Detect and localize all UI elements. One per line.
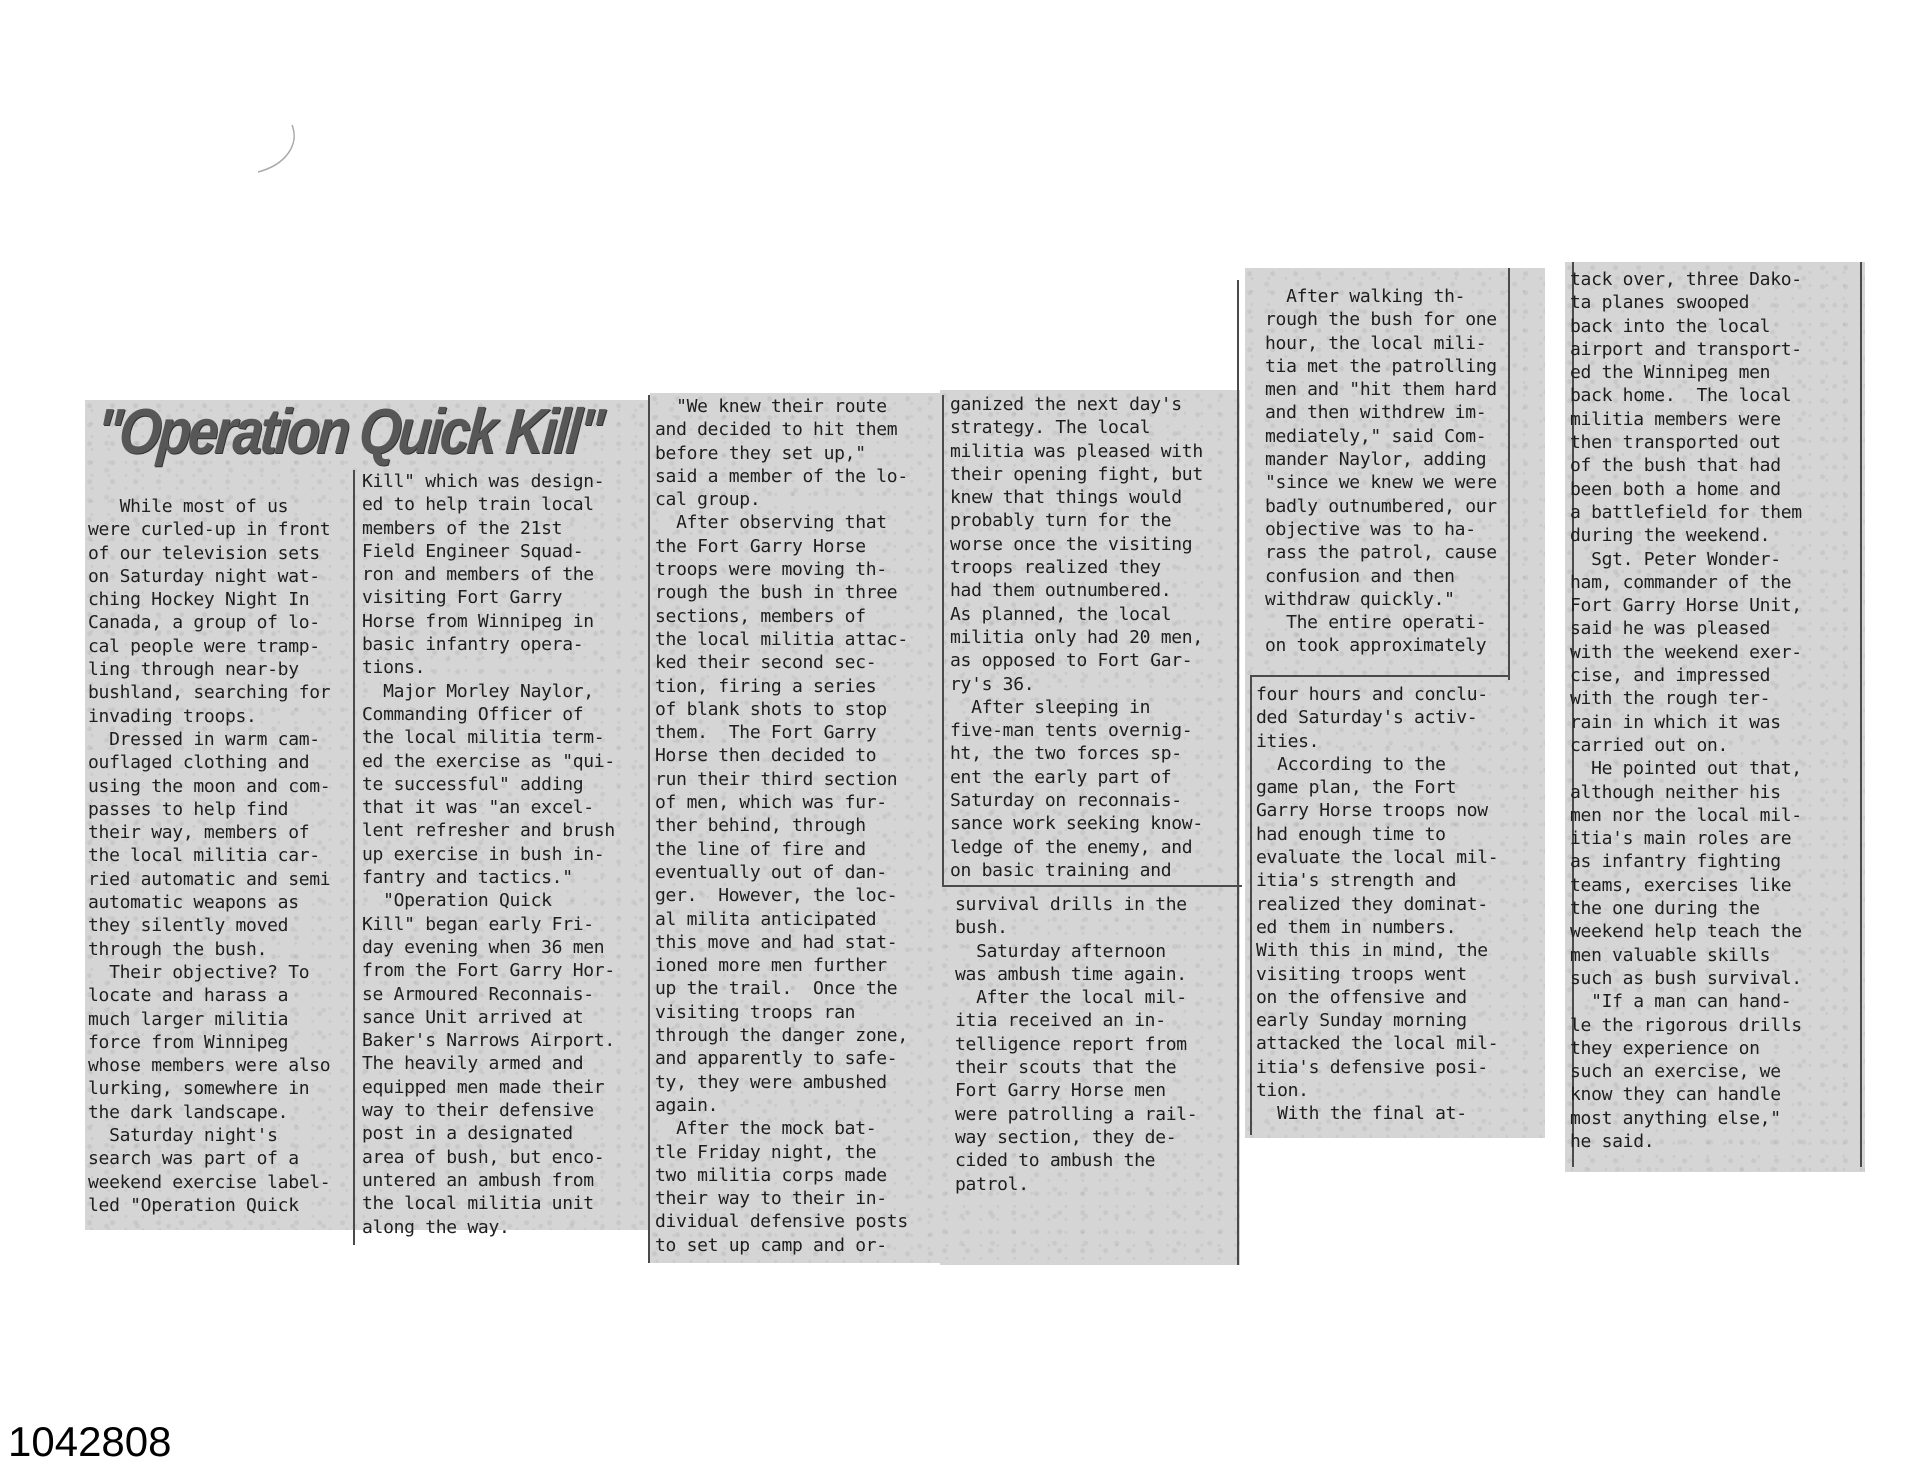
column-rule — [648, 395, 650, 1263]
pencil-mark — [230, 120, 310, 180]
column-rule — [1508, 268, 1510, 680]
column-rule — [942, 395, 944, 885]
article-column-5-bottom: four hours and conclu- ded Saturday's activ- ities. According to the game plan, the Fort Garry Horse troops now had enough time to evaluate the local mil- itia's strength and realized they dominat- ed them in numbers. With this in mind, the visiting troops went on the offensive and early Sunday morning attacked the local mil- itia's defensive posi- tion. With the final at- — [1256, 684, 1499, 1125]
document-number: 1042808 — [8, 1418, 172, 1465]
headline: "Operation Quick Kill" — [93, 396, 605, 467]
column-rule — [1860, 262, 1862, 1167]
column-rule — [1250, 675, 1508, 677]
column-rule — [1237, 280, 1239, 1265]
article-column-3: "We knew their route and decided to hit them before they set up," said a member of the lo- cal group. After observing that the Fort Garry Horse troops were moving th- rough the bush in three sections, members of the local militia attac- ked their second sec- tion, firing a series of blank shots to stop them. The Fort Garry Horse then decided to run their third section of men, which was fur- ther behind, through the line of fire and eventually out of dan- ger. However, the loc- al milita anticipated this move and had stat- ioned more men further up the trail. Once the visiting troops ran through the danger zone, and apparently to safe- ty, they were ambushed again. After the mock bat- tle Friday night, the two militia corps made their way to their in- dividual defensive posts to set up camp and or- — [655, 396, 908, 1256]
article-column-5-top: After walking th- rough the bush for one hour, the local mili- tia met the patrolling men and "hit them hard and then withdrew im- mediately," said Com- mander Naylor, adding "since we knew we were badly outnumbered, our objective was to ha- rass the patrol, cause confusion and then withdraw quickly." The entire operati- on took approximately — [1265, 286, 1497, 657]
column-rule — [1250, 675, 1252, 1135]
column-rule — [942, 885, 1242, 887]
column-rule — [353, 470, 355, 1245]
article-column-4-top: ganized the next day's strategy. The local militia was pleased with their opening fight, but knew that things would probably turn for the worse once the visiting troops realized they had them outnumbered. As planned, the local militia only had 20 men, as opposed to Fort Gar- ry's 36. After sleeping in five-man tents overnig- ht, the two forces sp- ent the early part of Saturday on reconnais- sance work seeking know- ledge of the enemy, and on basic training and — [950, 394, 1203, 881]
article-column-2: Kill" which was design- ed to help train local members of the 21st Field Engineer Squad- ron and members of the visiting Fort Garry Horse from Winnipeg in basic infantry opera- tions. Major Morley Naylor, Commanding Officer of the local militia term- ed the exercise as "qui- te successful" adding that it was "an excel- lent refresher and brush up exercise in bush in- fantry and tactics." "Operation Quick Kill" began early Fri- day evening when 36 men from the Fort Garry Hor- se Armoured Reconnais- sance Unit arrived at Baker's Narrows Airport. The heavily armed and equipped men made their way to their defensive post in a designated area of bush, but enco- untered an ambush from the local militia unit along the way. — [362, 471, 615, 1238]
article-column-1: While most of us were curled-up in front of our television sets on Saturday night wat- ching Hockey Night In Canada, a group of lo- cal people were tramp- ling through near-by bushland, searching for invading troops. Dressed in warm cam- ouflaged clothing and using the moon and com- passes to help find their way, members of the local militia car- ried automatic and semi automatic weapons as they silently moved through the bush. Their objective? To locate and harass a much larger militia force from Winnipeg whose members were also lurking, somewhere in the dark landscape. Saturday night's search was part of a weekend exercise label- led "Operation Quick — [88, 496, 331, 1216]
article-column-6: tack over, three Dako- ta planes swooped back into the local airport and transport- ed the Winnipeg men back home. The local militia members were then transported out of the bush that had been both a home and a battlefield for them during the weekend. Sgt. Peter Wonder- ham, commander of the Fort Garry Horse Unit, said he was pleased with the weekend exer- cise, and impressed with the rough ter- rain in which it was carried out on. He pointed out that, although neither his men nor the local mil- itia's main roles are as infantry fighting teams, exercises like the one during the weekend help teach the men valuable skills such as bush survival. "If a man can hand- le the rigorous drills they experience on such an exercise, we know they can handle most anything else," he said. — [1570, 269, 1802, 1152]
article-column-4-bottom: survival drills in the bush. Saturday afternoon was ambush time again. After the local mil- itia received an in- telligence report from their scouts that the Fort Garry Horse men were patrolling a rail- way section, they de- cided to ambush the patrol. — [955, 894, 1198, 1195]
